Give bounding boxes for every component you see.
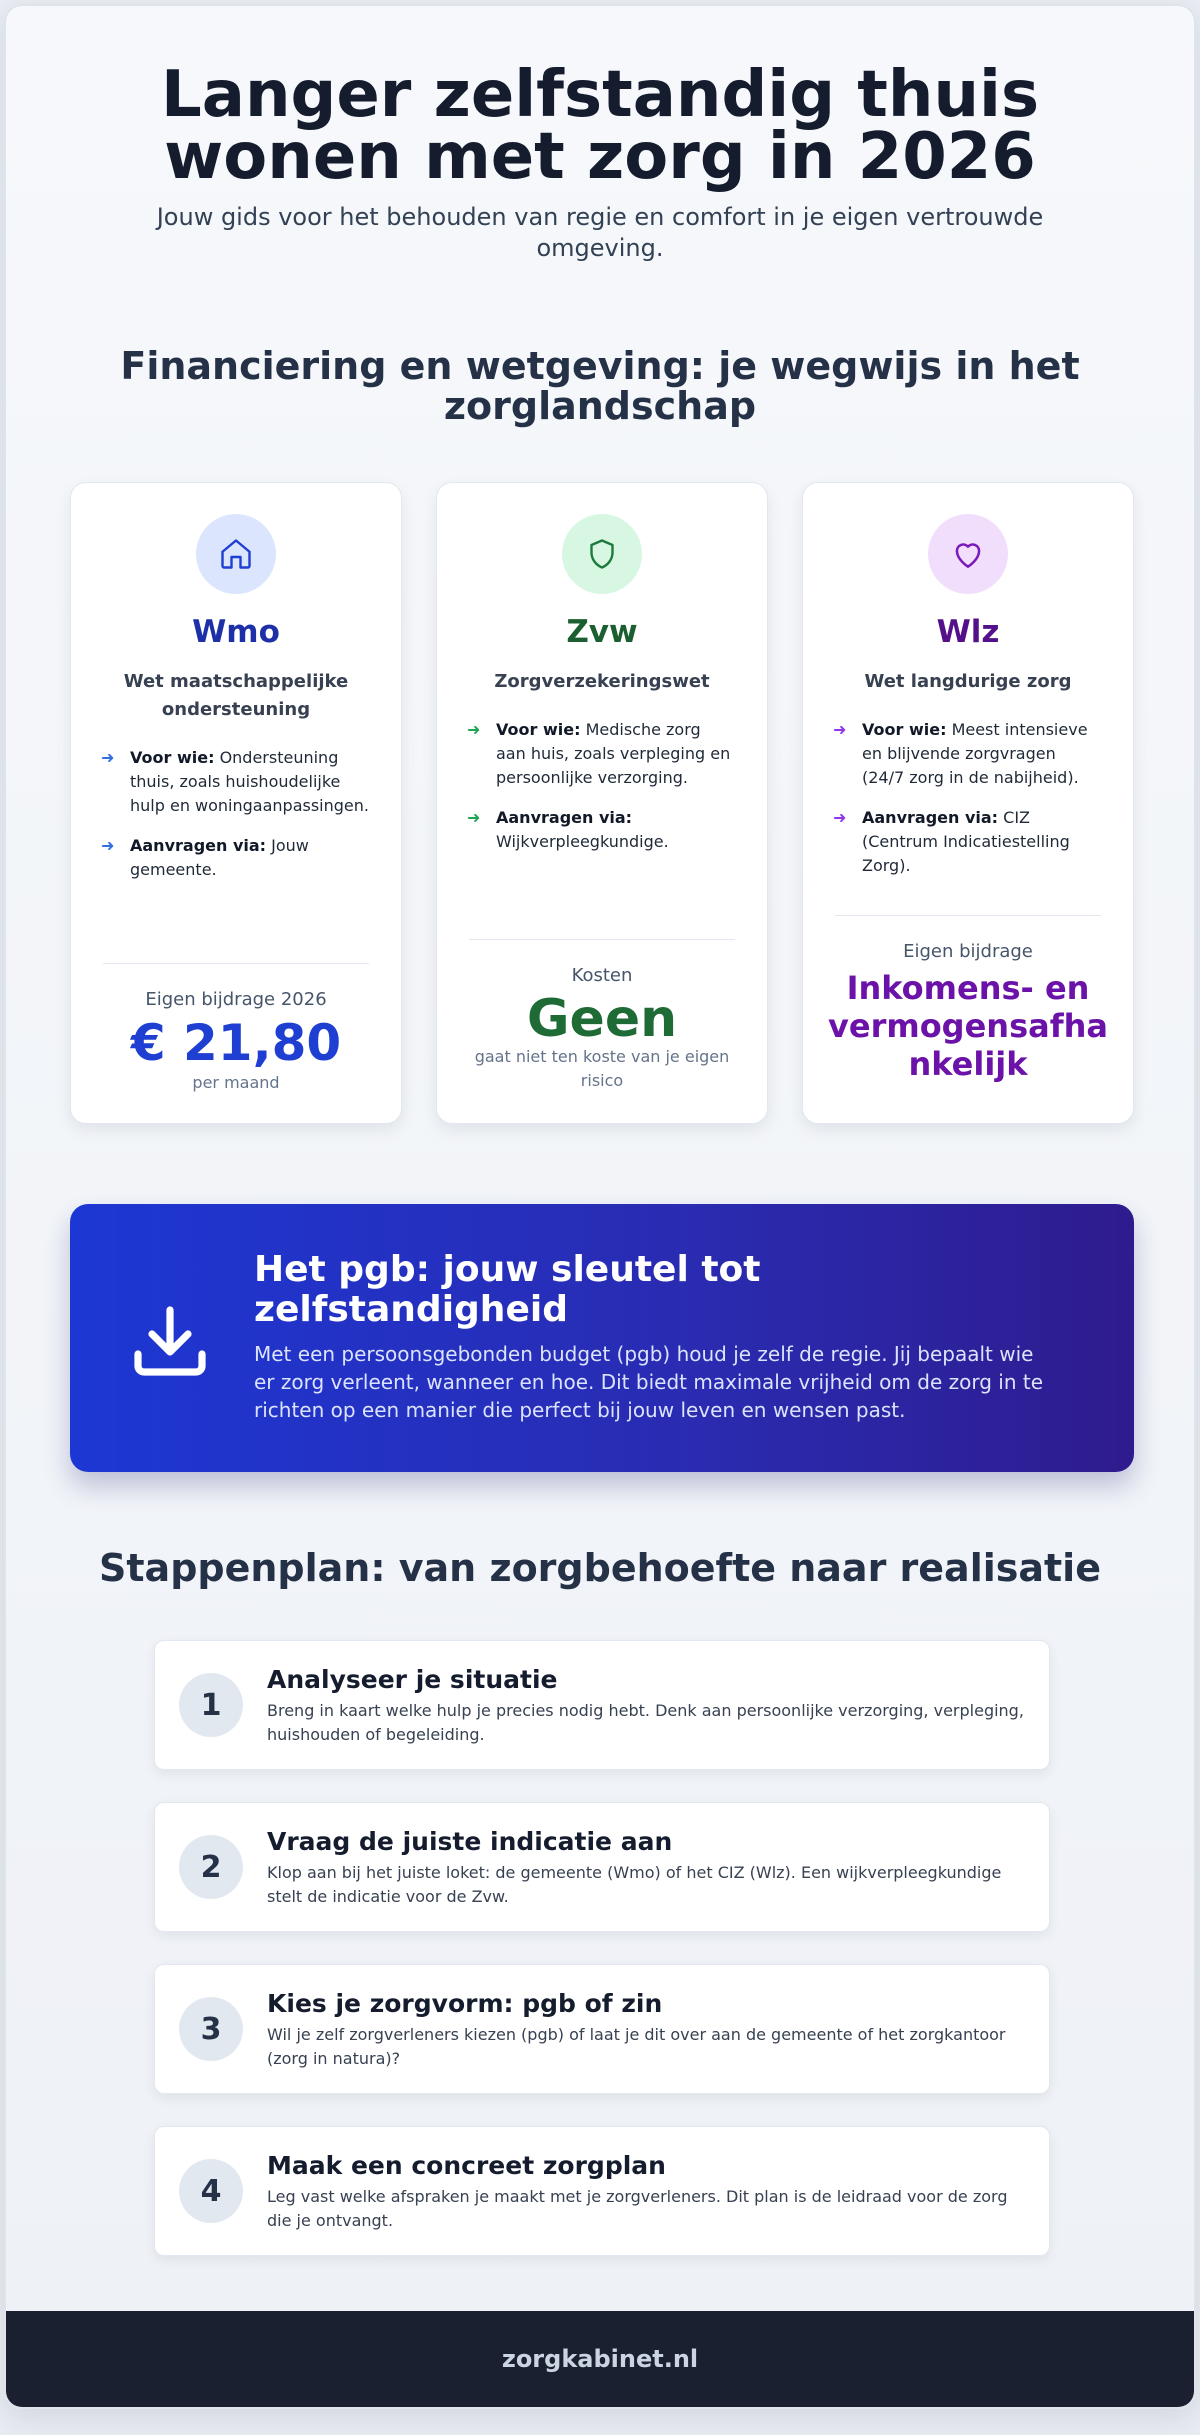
pgb-banner — [70, 1204, 1134, 1472]
arrow-right-icon: ➜ — [467, 720, 481, 739]
list-item — [101, 834, 369, 882]
cost-value: Inkomens- en vermogensafhankelijk — [828, 969, 1108, 1083]
card-zvw — [436, 482, 768, 1124]
cost-note: gaat niet ten koste van je eigen risico — [474, 1047, 730, 1090]
list-item — [833, 806, 1101, 878]
apply-label: Aanvragen via: — [862, 808, 999, 827]
card-name: Zvw — [566, 614, 638, 650]
card-full-name: Wet maatschappelijke ondersteuning — [123, 671, 349, 720]
infographic-page — [4, 4, 1196, 2409]
arrow-right-icon: ➜ — [833, 720, 847, 739]
list-item — [467, 718, 735, 790]
step-number: 4 — [179, 2159, 243, 2223]
apply-text: CIZ (Centrum Indicatiestelling Zorg). — [862, 808, 1070, 875]
card-wmo — [70, 482, 402, 1124]
card-details — [467, 718, 735, 854]
hero — [6, 6, 1194, 264]
card-name: Wlz — [936, 614, 1000, 650]
card-name: Wmo — [192, 614, 280, 650]
download-icon — [122, 1294, 218, 1394]
step-number: 1 — [179, 1673, 243, 1737]
apply-text: Jouw gemeente. — [130, 836, 309, 879]
who-label: Voor wie: — [496, 720, 581, 739]
step-number: 3 — [179, 1997, 243, 2061]
who-text: Meest intensieve en blijvende zorgvragen (24/7 zorg in de nabijheid). — [862, 720, 1088, 787]
pgb-title: Het pgb: jouw sleutel tot zelfstandigheid — [254, 1249, 761, 1330]
divider — [835, 915, 1101, 916]
list-item — [467, 806, 735, 854]
footer-site-link[interactable]: zorgkabinet.nl — [501, 2345, 699, 2373]
cost-label: Kosten — [571, 965, 633, 986]
arrow-right-icon: ➜ — [467, 808, 481, 827]
card-details — [101, 746, 369, 882]
card-full-name: Wet langdurige zorg — [864, 671, 1072, 692]
who-label: Voor wie: — [862, 720, 947, 739]
list-item — [101, 746, 369, 818]
step-title: Vraag de juiste indicatie aan — [267, 1827, 673, 1856]
who-label: Voor wie: — [130, 748, 215, 767]
step-card — [154, 1640, 1050, 1770]
arrow-right-icon: ➜ — [101, 748, 115, 767]
cost-label: Eigen bijdrage 2026 — [145, 989, 327, 1010]
page-subtitle: Jouw gids voor het behouden van regie en comfort in je eigen vertrouwde omgeving. — [156, 203, 1044, 262]
pgb-text: Met een persoonsgebonden budget (pgb) houd je zelf de regie. Jij bepaalt wie er zorg verleent, wanneer en hoe. Dit biedt maximale vrijheid om de zorg in te richten op een manier die perfect bij jouw leven en wensen past. — [254, 1342, 1044, 1422]
card-wlz — [802, 482, 1134, 1124]
arrow-right-icon: ➜ — [833, 808, 847, 827]
step-number: 2 — [179, 1835, 243, 1899]
step-text: Klop aan bij het juiste loket: de gemeente (Wmo) of het CIZ (Wlz). Een wijkverpleegkundige stelt de indicatie voor de Zvw. — [267, 1863, 1002, 1906]
card-full-name: Zorgverzekeringswet — [494, 671, 710, 692]
step-card — [154, 1964, 1050, 2094]
divider — [469, 939, 735, 940]
cost-label: Eigen bijdrage — [903, 941, 1033, 962]
steps-title: Stappenplan: van zorgbehoefte naar realisatie — [99, 1546, 1101, 1590]
home-icon — [196, 514, 276, 594]
apply-label: Aanvragen via: — [496, 808, 633, 827]
financing-cards — [70, 482, 1134, 1124]
step-text: Breng in kaart welke hulp je precies nodig hebt. Denk aan persoonlijke verzorging, verpleging, huishouden of begeleiding. — [267, 1701, 1024, 1744]
step-text: Wil je zelf zorgverleners kiezen (pgb) of laat je dit over aan de gemeente of het zorgkantoor (zorg in natura)? — [267, 2025, 1006, 2068]
cost-value: € 21,80 — [130, 1014, 342, 1072]
arrow-right-icon: ➜ — [101, 836, 115, 855]
divider — [103, 963, 369, 964]
step-title: Maak een concreet zorgplan — [267, 2151, 666, 2180]
list-item — [833, 718, 1101, 790]
card-details — [833, 718, 1101, 878]
page-title: Langer zelfstandig thuis wonen met zorg in 2026 — [160, 58, 1040, 194]
step-title: Analyseer je situatie — [267, 1665, 558, 1694]
heart-icon — [928, 514, 1008, 594]
apply-label: Aanvragen via: — [130, 836, 267, 855]
shield-icon — [562, 514, 642, 594]
financing-title: Financiering en wetgeving: je wegwijs in het zorglandschap — [120, 344, 1080, 428]
apply-text: Wijkverpleegkundige. — [496, 832, 669, 851]
footer — [6, 2311, 1194, 2407]
step-card — [154, 1802, 1050, 1932]
who-text: Medische zorg aan huis, zoals verpleging en persoonlijke verzorging. — [496, 720, 731, 787]
cost-note: per maand — [192, 1073, 280, 1092]
step-title: Kies je zorgvorm: pgb of zin — [267, 1989, 663, 2018]
step-text: Leg vast welke afspraken je maakt met je zorgverleners. Dit plan is de leidraad voor de zorg die je ontvangt. — [267, 2187, 1008, 2230]
cost-value: Geen — [526, 989, 678, 1049]
who-text: Ondersteuning thuis, zoals huishoudelijke hulp en woningaanpassingen. — [130, 748, 369, 815]
step-card — [154, 2126, 1050, 2256]
